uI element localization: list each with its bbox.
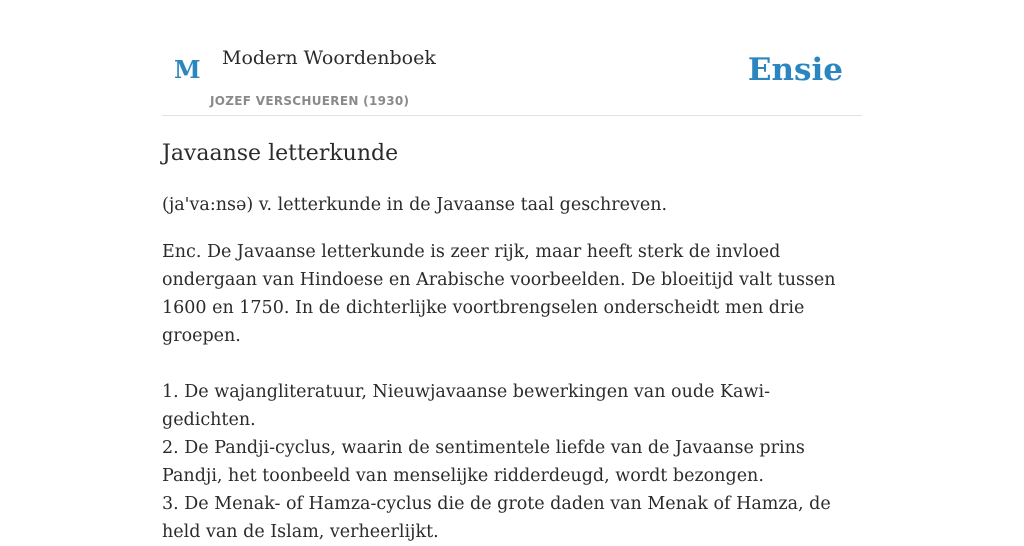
book-title[interactable]: Modern Woordenboek	[222, 47, 436, 69]
definition-text: (ja'va:nsə) v. letterkunde in de Javaanse taal geschreven.	[162, 195, 668, 215]
group-list	[162, 378, 862, 546]
header-divider	[162, 115, 862, 116]
list-item: 2. De Pandji-cyclus, waarin de sentimentele liefde van de Javaanse prins Pandji, het toonbeeld van menselijke ridderdeugd, wordt bezongen.	[162, 438, 805, 486]
list-item: 3. De Menak- of Hamza-cyclus die de grote daden van Menak of Hamza, de held van de Islam, verheerlijkt.	[162, 494, 831, 542]
list-item: 1. De wajangliteratuur, Nieuwjavaanse bewerkingen van oude Kawi-gedichten.	[162, 382, 770, 430]
entry-content	[162, 138, 862, 546]
encyclopedia-text: Enc. De Javaanse letterkunde is zeer rijk, maar heeft sterk de invloed ondergaan van Hindoese en Arabische voorbeelden. De bloeitijd valt tussen 1600 en 1750. In de dichterlijke voortbrengselen onderscheidt men drie groepen.	[162, 242, 836, 346]
book-author: JOZEF VERSCHUEREN (1930)	[210, 94, 410, 108]
page-title: Javaanse letterkunde	[162, 141, 399, 166]
ensie-logo[interactable]: Ensie	[747, 52, 843, 88]
book-logo[interactable]: M	[174, 55, 201, 84]
